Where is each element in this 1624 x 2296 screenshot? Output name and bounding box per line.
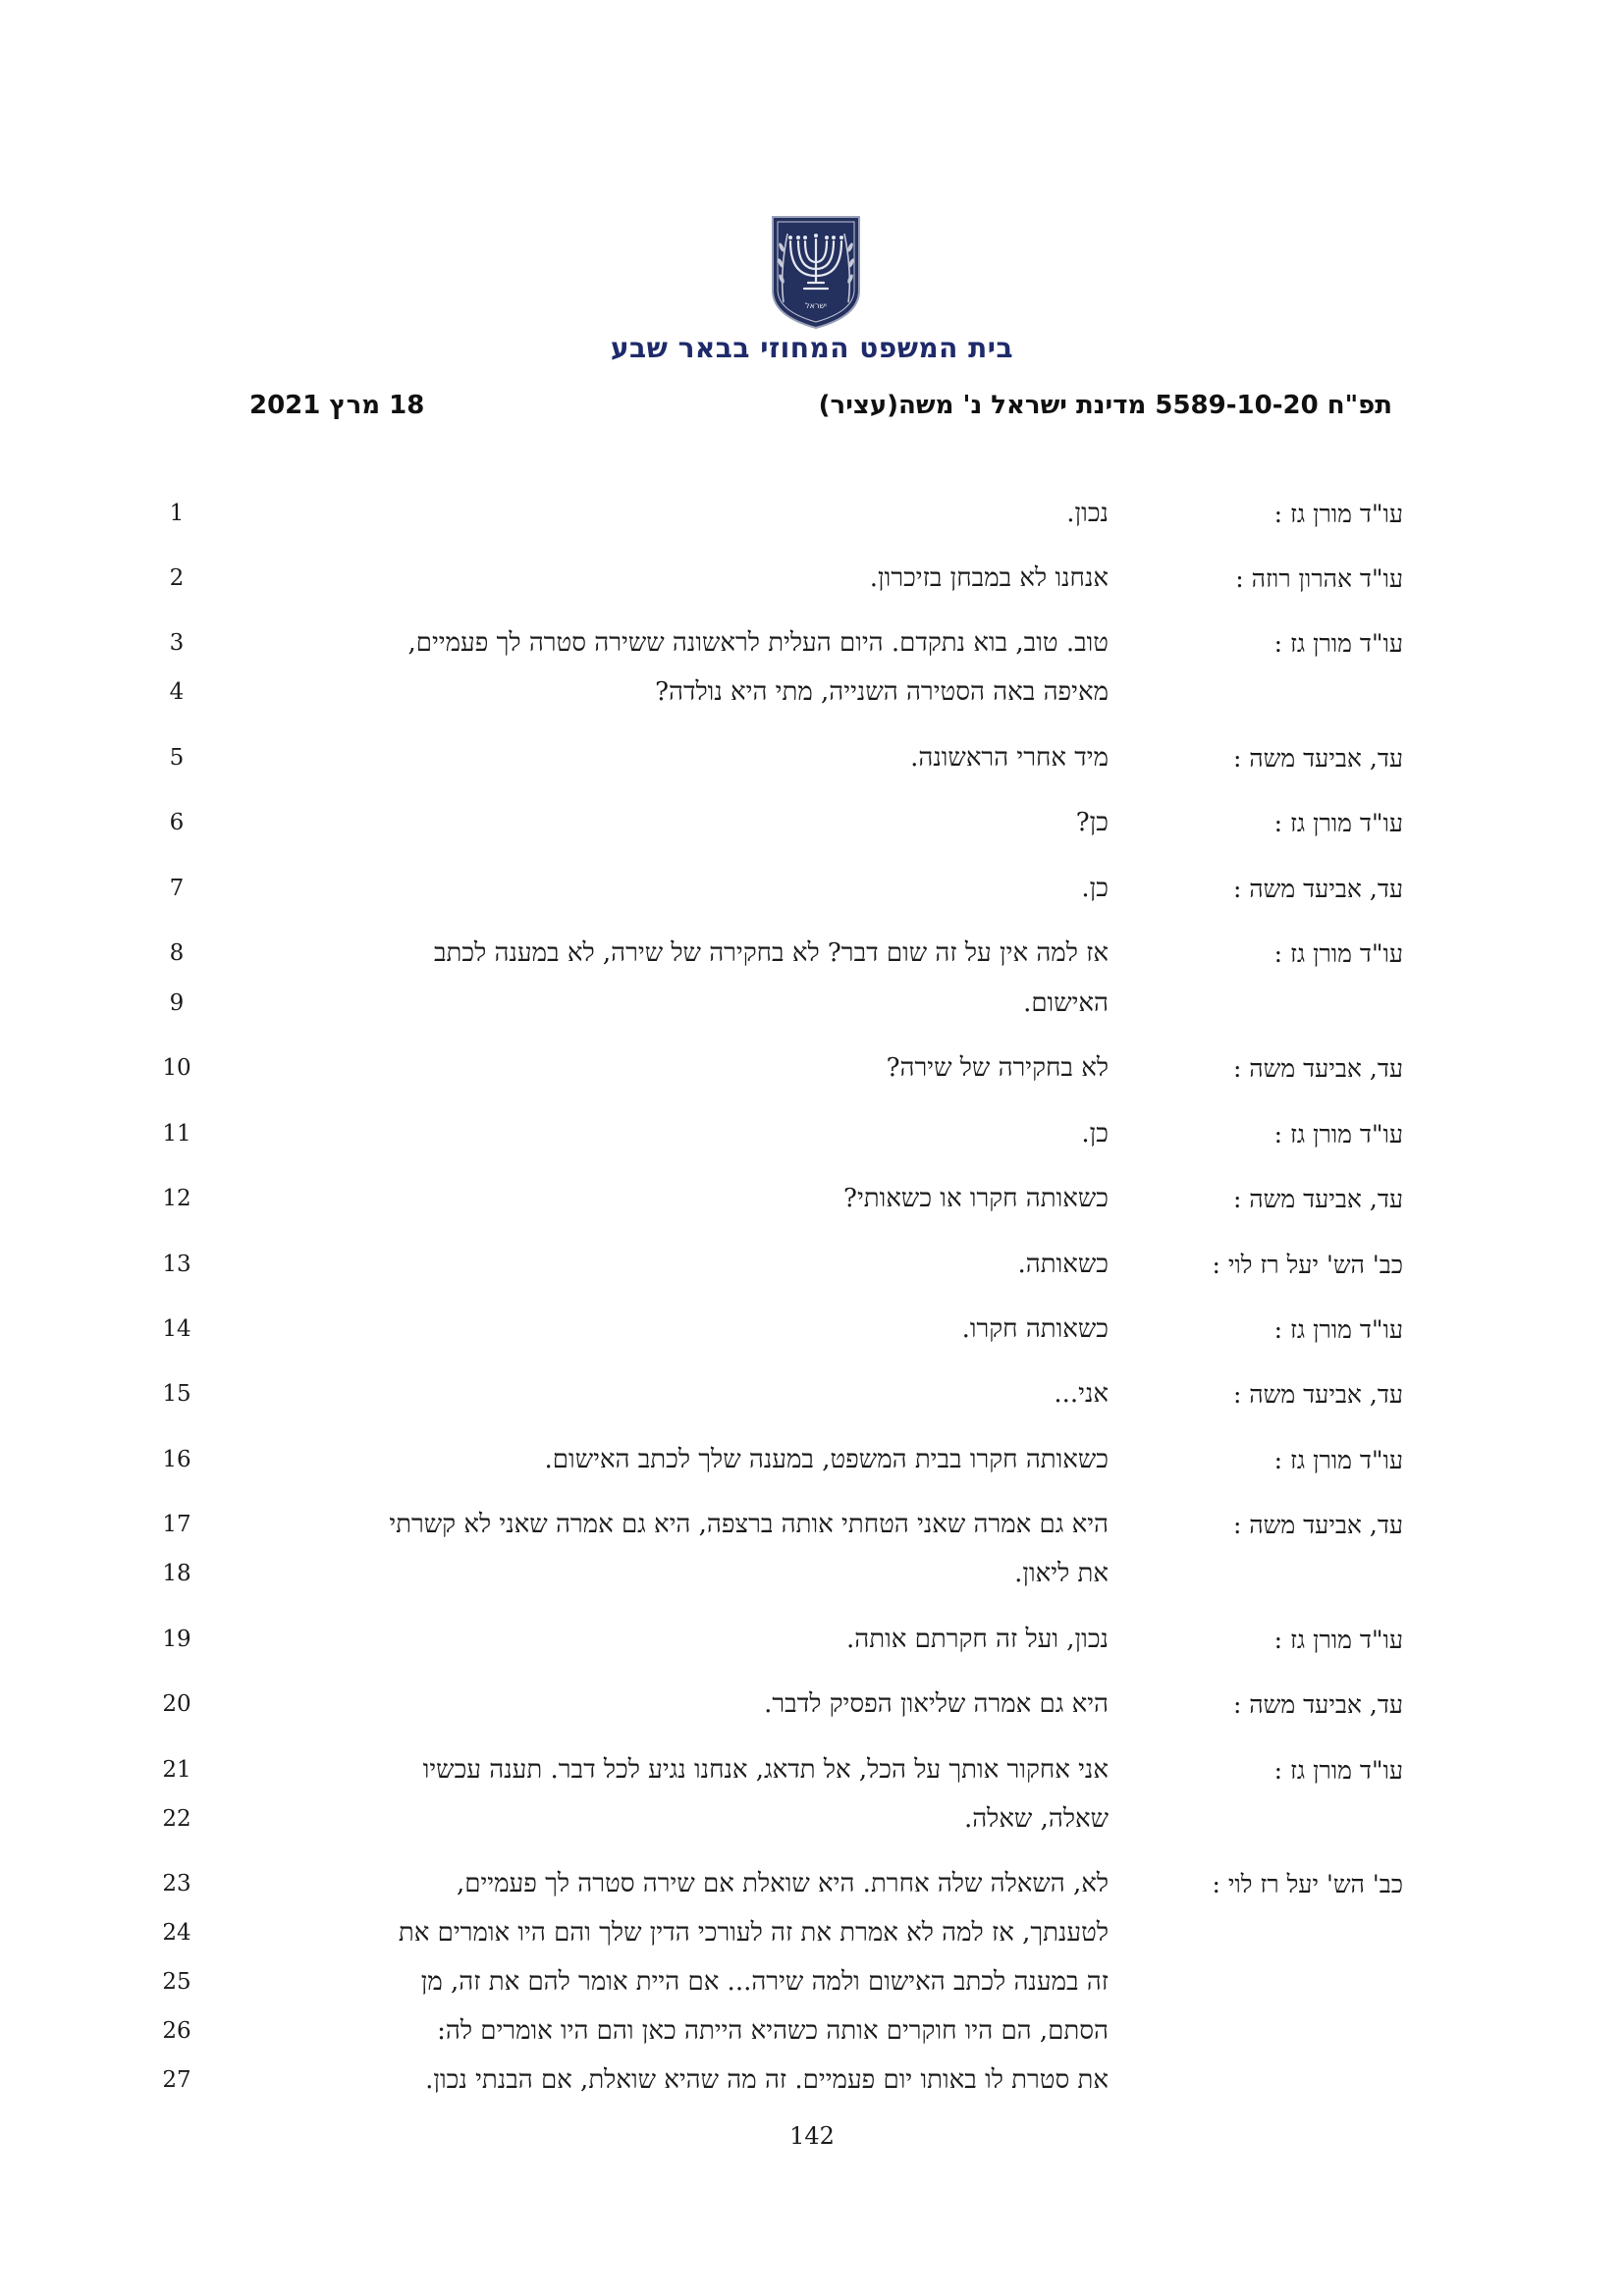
line-number: 24 — [162, 1920, 191, 1946]
speech-text-continued: זה במענה לכתב האישום ולמה שירה... אם היית אומר להם את זה, מן — [420, 1967, 1109, 1997]
line-number: 25 — [162, 1969, 191, 1995]
speech-text: נכון, ועל זה חקרתם אותה. — [846, 1625, 1109, 1654]
case-identifier: תפ"ח 5589-10-20 מדינת ישראל נ' משה(עציר) — [818, 391, 1392, 420]
speech-text-continued: שאלה, שאלה. — [963, 1804, 1109, 1834]
line-number: 6 — [169, 810, 185, 835]
speech-text-continued: הסתם, הם היו חוקרים אותה כשהיא הייתה כאן והם היו אומרים לה: — [437, 2016, 1109, 2046]
speech-text: אני אחקור אותך על הכל, אל תדאג, אנחנו נגיע לכל דבר. תענה עכשיו — [422, 1755, 1109, 1785]
speaker-label: עד, אביעד משה : — [1232, 875, 1403, 903]
speaker-label: עד, אביעד משה : — [1232, 1380, 1403, 1409]
line-number: 1 — [169, 501, 185, 526]
line-number: 9 — [169, 990, 185, 1016]
speech-text: כשאותה חקרו או כשאותי? — [843, 1184, 1109, 1213]
speech-text: לא, השאלה שלה אחרת. היא שואלת אם שירה סטרה לך פעמיים, — [456, 1869, 1109, 1898]
speaker-label: עו"ד מורן גז : — [1273, 1446, 1403, 1474]
line-number: 8 — [169, 940, 185, 966]
speech-text-continued: לטענתך, אז למה לא אמרת את זה לעורכי הדין שלך והם היו אומרים את — [398, 1918, 1109, 1948]
speech-text: כן? — [1075, 808, 1109, 837]
speaker-label: עד, אביעד משה : — [1232, 1185, 1403, 1213]
line-number: 5 — [169, 745, 185, 771]
speaker-label: עד, אביעד משה : — [1232, 1511, 1403, 1539]
speech-text: כשאותה. — [1017, 1250, 1109, 1279]
court-name: בית המשפט המחוזי בבאר שבע — [610, 332, 1014, 364]
speaker-label: עד, אביעד משה : — [1232, 1054, 1403, 1083]
line-number: 14 — [162, 1316, 191, 1342]
line-number: 12 — [162, 1186, 191, 1211]
line-number: 7 — [169, 876, 185, 901]
speech-text: אני... — [1054, 1379, 1109, 1409]
speaker-label: עו"ד אהרון רוזה : — [1235, 564, 1403, 593]
speech-text-continued: מאיפה באה הסטירה השנייה, מתי היא נולדה? — [655, 677, 1109, 707]
state-emblem-caption: ישראל — [805, 301, 827, 310]
speech-text-continued: את סטרת לו באותו יום פעמיים. זה מה שהיא שואלת, אם הבנתי נכון. — [425, 2065, 1109, 2095]
speech-text: כן. — [1081, 1119, 1109, 1148]
hearing-date: 18 מרץ 2021 — [249, 391, 425, 420]
speech-text: כשאותה חקרו. — [961, 1314, 1109, 1344]
line-number: 13 — [162, 1252, 191, 1277]
line-number: 11 — [162, 1121, 191, 1147]
speaker-label: עו"ד מורן גז : — [1273, 1626, 1403, 1654]
speech-text: היא גם אמרה שאני הטחתי אותה ברצפה, היא גם אמרה שאני לא קשרתי — [389, 1510, 1109, 1539]
speech-text: אז למה אין על זה שום דבר? לא בחקירה של שירה, לא במענה לכתב — [434, 938, 1109, 968]
page-number: 142 — [789, 2122, 835, 2150]
speech-text: כשאותה חקרו בבית המשפט, במענה שלך לכתב האישום. — [544, 1445, 1109, 1474]
speaker-label: עו"ד מורן גז : — [1273, 500, 1403, 528]
speech-text: טוב. טוב, בוא נתקדם. היום העלית לראשונה ששירה סטרה לך פעמיים, — [407, 628, 1109, 658]
line-number: 2 — [169, 565, 185, 591]
speaker-label: כב' הש' יעל רז לוי : — [1212, 1870, 1403, 1898]
speech-text-continued: את ליאון. — [1014, 1559, 1109, 1588]
speaker-label: עד, אביעד משה : — [1232, 744, 1403, 773]
line-number: 27 — [162, 2067, 191, 2093]
line-number: 21 — [162, 1757, 191, 1783]
speech-text: נכון. — [1066, 499, 1109, 528]
line-number: 3 — [169, 630, 185, 656]
speech-text-continued: האישום. — [1023, 988, 1109, 1018]
line-number: 18 — [162, 1561, 191, 1586]
speaker-label: עו"ד מורן גז : — [1273, 809, 1403, 837]
speech-text: לא בחקירה של שירה? — [886, 1053, 1109, 1083]
line-number: 10 — [162, 1055, 191, 1081]
speech-text: היא גם אמרה שליאון הפסיק לדבר. — [764, 1689, 1109, 1719]
speech-text: כן. — [1081, 874, 1109, 903]
line-number: 22 — [162, 1806, 191, 1832]
line-number: 26 — [162, 2018, 191, 2044]
speech-text: מיד אחרי הראשונה. — [910, 743, 1109, 773]
line-number: 19 — [162, 1627, 191, 1652]
speaker-label: כב' הש' יעל רז לוי : — [1212, 1251, 1403, 1279]
speech-text: אנחנו לא במבחן בזיכרון. — [869, 563, 1109, 593]
line-number: 20 — [162, 1691, 191, 1717]
speaker-label: עו"ד מורן גז : — [1273, 629, 1403, 658]
state-emblem-icon — [769, 214, 863, 330]
line-number: 15 — [162, 1381, 191, 1407]
line-number: 23 — [162, 1871, 191, 1896]
speaker-label: עו"ד מורן גז : — [1273, 1120, 1403, 1148]
line-number: 4 — [169, 679, 185, 705]
speaker-label: עד, אביעד משה : — [1232, 1690, 1403, 1719]
line-number: 16 — [162, 1447, 191, 1472]
speaker-label: עו"ד מורן גז : — [1273, 939, 1403, 968]
speaker-label: עו"ד מורן גז : — [1273, 1315, 1403, 1344]
line-number: 17 — [162, 1512, 191, 1537]
speaker-label: עו"ד מורן גז : — [1273, 1756, 1403, 1785]
